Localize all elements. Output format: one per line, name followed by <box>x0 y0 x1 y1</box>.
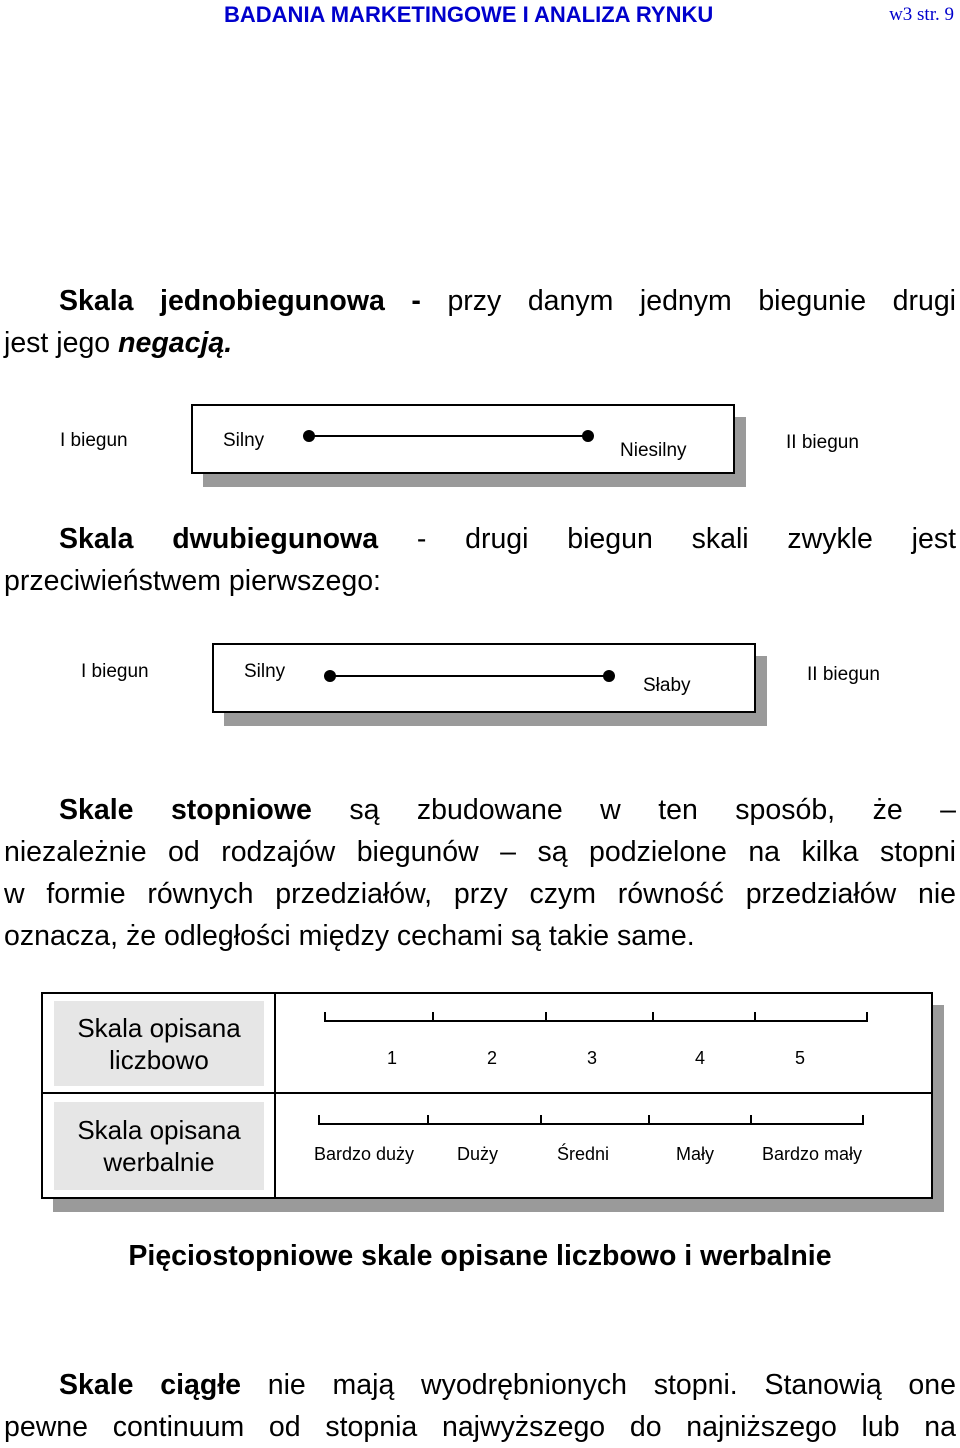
verbal-value-2: Duży <box>457 1144 499 1164</box>
numeric-scale-baseline <box>324 1020 867 1022</box>
numeric-tick <box>754 1012 756 1022</box>
unipolar-line-2 <box>4 322 956 364</box>
verbal-label-line-2: werbalnie <box>103 1147 215 1177</box>
bipolar-line-1 <box>4 518 956 560</box>
page-number: w3 str. 9 <box>889 4 954 25</box>
unipolar-paragraph <box>4 280 956 364</box>
graded-line-1 <box>4 789 956 831</box>
bipolar-line-2: przeciwieństwem pierwszego: <box>4 565 381 597</box>
verbal-value-3: Średni <box>557 1144 610 1164</box>
numeric-value-4: 4 <box>694 1048 706 1068</box>
diagram1-end-clip <box>620 440 687 460</box>
verbal-tick <box>750 1115 752 1125</box>
diagram2-end-dot <box>603 670 615 682</box>
verbal-tick <box>318 1115 320 1125</box>
diagram2-left-pole: I biegun <box>81 661 149 682</box>
numeric-tick <box>324 1012 326 1022</box>
numeric-value-5: 5 <box>794 1048 806 1068</box>
unipolar-emph: negacją. <box>118 327 233 359</box>
verbal-value-5: Bardzo mały <box>762 1144 863 1164</box>
scale-table-caption: Pięciostopniowe skale opisane liczbowo i werbalnie <box>128 1240 832 1272</box>
graded-line-4: oznacza, że odległości między cechami są takie same. <box>4 920 695 952</box>
verbal-tick <box>862 1115 864 1125</box>
unipolar-text-1: przy danym jednym biegunie drugi <box>447 285 956 317</box>
graded-line-3: w formie równych przedziałów, przy czym równość przedziałów nie <box>4 878 956 910</box>
unipolar-line-1 <box>4 280 956 322</box>
diagram2-line <box>331 675 609 677</box>
verbal-tick <box>540 1115 542 1125</box>
diagram1-start-dot <box>303 430 315 442</box>
bipolar-paragraph <box>4 518 956 602</box>
scale-table-row-divider <box>41 1092 933 1094</box>
numeric-tick <box>545 1012 547 1022</box>
bipolar-term: Skala dwubiegunowa <box>59 523 379 555</box>
diagram1-end-label: Niesilny <box>620 440 687 460</box>
numeric-tick <box>432 1012 434 1022</box>
verbal-tick <box>427 1115 429 1125</box>
continuous-term: Skale ciągłe <box>59 1369 242 1401</box>
numeric-label-line-1: Skala opisana <box>77 1012 241 1043</box>
verbal-value-4: Mały <box>676 1144 715 1164</box>
unipolar-term: Skala jednobiegunowa <box>59 285 385 317</box>
verbal-tick <box>648 1115 650 1125</box>
numeric-value-2: 2 <box>486 1048 498 1068</box>
verbal-scale-baseline <box>318 1123 863 1125</box>
verbal-scale-label <box>54 1102 264 1190</box>
continuous-line-1 <box>4 1364 956 1406</box>
diagram2-start-label: Silny <box>244 661 286 682</box>
diagram1-end-dot <box>582 430 594 442</box>
scale-table-col-divider <box>274 992 276 1199</box>
unipolar-dash: - <box>384 285 448 317</box>
diagram2-end-label: Słaby <box>643 675 691 696</box>
numeric-label-line-2: liczbowo <box>109 1044 209 1075</box>
numeric-tick <box>866 1012 868 1022</box>
diagram1-line <box>310 435 588 437</box>
numeric-scale-label <box>54 1001 264 1086</box>
bipolar-text-1: - drugi biegun skali zwykle jest <box>378 523 957 555</box>
diagram1-start-label: Silny <box>223 430 265 451</box>
graded-line-2: niezależnie od rodzajów biegunów – są podzielone na kilka stopni <box>4 836 956 868</box>
diagram1-right-pole: II biegun <box>786 432 859 453</box>
unipolar-text-2: jest jego <box>4 327 119 359</box>
numeric-tick <box>652 1012 654 1022</box>
graded-text-1: są zbudowane w ten sposób, że – <box>311 794 956 826</box>
verbal-value-1: Bardzo duży <box>314 1144 415 1164</box>
continuous-line-2: pewne continuum od stopnia najwyższego do najniższego lub na <box>4 1411 956 1443</box>
numeric-value-1: 1 <box>386 1048 398 1068</box>
continuous-paragraph <box>4 1364 956 1448</box>
graded-term: Skale stopniowe <box>59 794 312 826</box>
diagram1-box <box>191 404 735 474</box>
diagram2-start-dot <box>324 670 336 682</box>
graded-paragraph <box>4 789 956 957</box>
header-title: BADANIA MARKETINGOWE I ANALIZA RYNKU <box>224 2 714 27</box>
verbal-label-line-1: Skala opisana <box>77 1115 241 1145</box>
diagram2-right-pole: II biegun <box>807 664 880 685</box>
diagram1-left-pole: I biegun <box>60 430 128 451</box>
continuous-text-1: nie mają wyodrębnionych stopni. Stanowią one <box>241 1369 956 1401</box>
numeric-value-3: 3 <box>586 1048 598 1068</box>
